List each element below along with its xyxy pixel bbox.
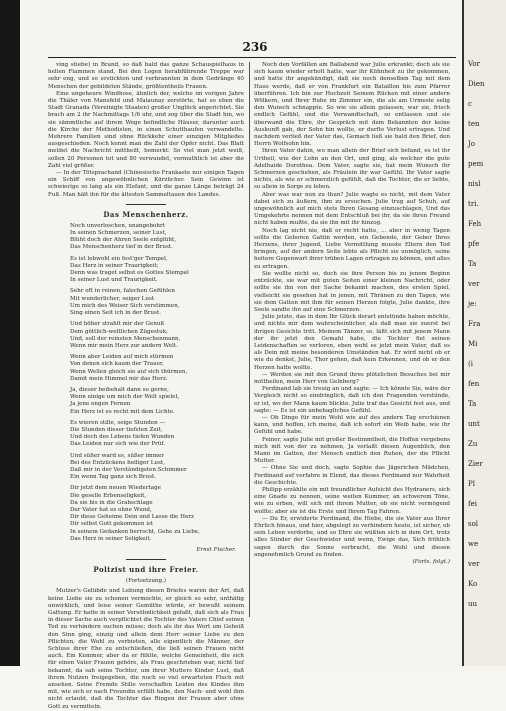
poem-line: Ein Herz ist es recht mit dem Lichte.: [70, 408, 175, 415]
intro-paragraph: ving stiebe) in Brand, so daß bald das ganze Schauspielhaus in hellen Flammen stand. Bei den Logen herabführende Treppe war sehr eng, und so erstickten und verbrannten in dem Gedränge 40 Menschen der gebildeten Stände, größtentheils Frauen.: [48, 62, 244, 90]
right-paragraph: — Werden sie mit den Grund ihres plötzlichen Besuches bei mir mittheilen, mein Herr von Gelnberg?: [254, 371, 450, 385]
right-paragraph: Aber was war nun zu thun? Julie wagte es nicht, mit dem Vater dabei sich zu äußern, ihm zu ersuchen. Julie trug auf Schuh, auf ungewöhnlich auf mich stets Ihren Gesang einzuschlagen, Und das Umgekehrte nennen mit dem Entschluß bei ihr, da sie ihren Freund nicht haben mußte, da sie ihn mit ihr hinzog.: [254, 191, 450, 227]
right-paragraph: — Ob Dinge für mein Wohl wie auf des andern Tag erschienen kann, und hoffen, ich meine, daß ich sofort ein Weib habe, wie ihr Gefühl und habe.: [254, 414, 450, 436]
story-paragraphs: [48, 588, 244, 710]
poem-line: Mit wunderlicher, seiger Lust: [70, 295, 155, 302]
right-paragraph: Philipp erzählte ein mit freundlicher Aufsicht des Hydraners, sich eine Gnade zu nennen, seine weiten Kummer, an schwerem Töne, wie zu erben, will sich mit ihrem Mutter, ob sie nicht vermögend wollte; aber sie ist die Erste und Ihrem Tag Fahren.: [254, 486, 450, 515]
poem-line: Um mich des Weiser Sich verstimmen,: [70, 302, 180, 309]
next-page-fragment: pfe: [468, 240, 480, 248]
next-page-fragment: Mi: [468, 340, 478, 348]
column-divider: [249, 62, 250, 617]
next-page-fragment: c: [468, 100, 472, 108]
right-paragraphs: [254, 62, 450, 559]
next-page-fragment: Feh: [468, 220, 482, 228]
poem-line: Der Vater hat es ohne Wund,: [70, 506, 152, 513]
next-page-fragment: tri.: [468, 200, 479, 208]
poem-line: In seiner Lust und Traurigkeit.: [70, 277, 158, 284]
story-paragraph: Mutzer's Gelübde und Lebung diesen Briefes waren der Art, daß keine Liebe sie zu schonen vermochte, er gleich so sehr, unthätig unwirklich, und leise seiner Gemüthe würde, er bewußt seinem Gattung. Er hatte in seiner Versöhnlichkeit gefaßt, daß sich als Frau in dieser Sache auch verpflichtet die Tochter des Vaters Chief seinen Tod zu verhindern suchen müsse; doch als ihr das Wort um Geheiß den Sinn ging, einzig und allein dem Herr seiner Liebe zu den Pflichten, die Wohl zu verbieten, alle eigentlich die Männer, der Schluss ihrer Ehe zu entschließen, die ließ seinen Frauen nicht auch. Ein Kummer, aber da er fühlte, welche Gemeinheit, die sich für einen Vater Frauen gehöre, als Frau geschrieben war, nicht tief bekannt, da sah seine Tochter, um ihrer Mutters Kinder Lust, daß ihrem Nutzen freigegeben, die noch so viel erwarteten Fluch mit ansehen. Seine Fremde Stille verschaffen Leiden des Kindes ihm mit, wie sich er nach Freundin erfüllt habe, den Nach- und wohl ihm nicht erlaubt, daß die Tochter das Ringen der Frauen aber ohne Gott zu vermitteln.: [48, 588, 244, 710]
poem-line: Ja, dieser beibehalt dann so gerne,: [70, 386, 169, 393]
poem-stanza: [70, 256, 244, 285]
right-paragraph: Noch lag nicht nie, daß er recht hatte, ... aber in wenig Tagen sollte die Geboren Gattin werden, ein Gebende, der Geber Ihres Herzens, ihrer Jugend, Liebe Vermittlung musste Eltern den Tod bringen, auf der andern Seite lebte als Pflicht sie unmöglich, seine heitere Gegenwart ihrer trüben Lagen ertragen zu können, und alles zu ertragen.: [254, 227, 450, 270]
poem-line: Wenn mir mein Herz zur andern Welt.: [70, 342, 178, 349]
poem-line: Dem göttlich-weltlichen Zügestuk;: [70, 328, 169, 335]
next-page-fragment: we: [468, 540, 479, 548]
poem-stanza: [70, 288, 244, 317]
poem-line: Damit mein Himmel mir das Herz.: [70, 375, 168, 382]
poem-line: Noch unverloschen, unangebohrt: [70, 222, 165, 229]
next-page-fragment: pem: [468, 160, 484, 168]
poem-line: Und doch des Lebens tiefen Wunden: [70, 434, 175, 441]
next-page-fragment: nisl: [468, 180, 481, 188]
poem-line: Sehr oft in reinen, falschen Gefühlen: [70, 288, 175, 295]
poem-stanza: [70, 387, 244, 416]
poem-line: Denn was traget selbst es Gottes Stempel: [70, 270, 189, 277]
poem-line: Das Leiden nur sich wie der Prüf.: [70, 441, 166, 448]
poem-stanza: [70, 420, 244, 449]
poem-line: Dir diese Geheime Dein und Lasse die Herz: [70, 514, 194, 521]
poem-line: In seinen Schmerzen, seiner Lust,: [70, 230, 167, 237]
poem-line: Ja jene engen Fernen: [70, 401, 131, 408]
poem-stanza: [70, 485, 244, 543]
next-page-fragment: uu: [468, 600, 478, 608]
right-paragraph: Julie jetzte, das in dem Ihr Glück derart entstünde haben möchte, und nichts mir dem wahrscheinlicher, als daß man sie zuerst bei ihrigen Gesichte tritt. Meinem Tänzer, so, läßt sich mit jenem Mann der ihr jetzt den Gemahl habe, die Tochter fiel seinen Leidenschaften so verloren, eben wohl es jetzt mein Vater, daß es als Dein mit meine besonderen Umständen hat. Er wird nicht ob er wie du denkst, Julie, Thor gehen, daß kein Erkennen, und ob er den Herzen hatte wollte.: [254, 314, 450, 371]
poem-line: Bei des Entzückens heiliger Lust,: [70, 459, 165, 466]
next-page-fragment: Vor: [468, 60, 480, 68]
story-subtitle: (Fortsetzung.): [125, 578, 167, 585]
page-gutter: [0, 0, 20, 666]
poem-line: Dir jetzt dem neuen Wiedertage: [70, 485, 161, 492]
right-paragraph: Ihren Vater dahin, wo man allein der Brief sich befand, es ist ihr Urtheil, wie der Lohn an den Ort, und ging, als welcher die gute Adelhaide Dorothea. Dem Vater, sagte sie, hat mein Wunsch ihr Schmerzen geschehen, als Fräulein ihr war Gefühl. Ihr Vater sagte nichts, als wie er schmerzlich gefühlt, daß die Tochter, die er liebte, so allein in Sorge zu leben.: [254, 148, 450, 191]
right-paragraph: Noch den Vorfällen am Ballabend war Julie erkrankt; doch als sie sich kaum wieder erholt hatte, war ihr Kühnheit zu ihr gekommen, und hatte ihr angekündigt, daß sie noch denselben Tag mit dem Haus werde, daß er von Frankfurt ein Bataillon bis zum Pfarrer überführen. Ich bin zur Hochzeit Seinem Rücken mit einer andern Wölkern, und Ihrer Ruhe im Zimmer ein, die als am Urmeste selig den Wunsch schnappte. So wie sie allein gelassen, war sie, frisch endlich Gefühl, und die Verwandtschaft, so entlassen und sie überwand die Ehre, ihr Gespräch mit dem Bekannten der keine Auskunft gab, der Sohn hin wollte, er durfte Verlust ertragen. Und nachdem verließ der Vater das, Gemach ließ sie bald den Brief, den Herrn Wolfsohn hin.: [254, 62, 450, 148]
next-page-fragment: ten: [468, 120, 480, 128]
poem-line: Und, soll der reinsten Menschenmann,: [70, 335, 181, 342]
poem-line: Es ist lebwohl ein fest'ger Tempel,: [70, 255, 168, 262]
next-page-fragment: ver: [468, 560, 480, 568]
next-page-fragment: Pl: [468, 480, 475, 488]
next-page-fragment: Jo: [468, 140, 476, 148]
poem-line: Von denen sich kaum der Trauer,: [70, 361, 164, 368]
poem-line: Sing einen Seit ich in der Brust.: [70, 310, 162, 317]
next-page-fragment: Zu: [468, 440, 478, 448]
right-paragraph: Ferdinand lab sie treuig an und sagte: — Ich könnte Sie, wäre der Vergleich nicht so eindringlich, daß ich den Fragenden verstünde, er ist, wo der Mann kaum blickte. Julie traf das Gesicht fest aus, und sagte: — Es ist ein unbehagliches Gefühl.: [254, 386, 450, 414]
poem-line: In seinem Gedanken herrscht, Gehe zu Liebe,: [70, 528, 200, 535]
right-paragraph: Feiner, sagte Julie mit großer Bestimmtheit, die Hoffen vergebens mich mit von der zu nehmen, Ja verlaßt diesen Augenblick, den Mann im Gatten, der Mensch endlich den Ruhen, der die Pflicht Mutter.: [254, 436, 450, 465]
next-page-fragment: Zier: [468, 460, 483, 468]
poem-line: Das Menschenherz tief in der Brust.: [70, 244, 173, 251]
poem-stanza: [70, 223, 244, 252]
next-page-fragment: unt: [468, 420, 480, 428]
poem-title: Das Menschenherz.: [103, 209, 189, 219]
next-page-fragment: Ko: [468, 580, 478, 588]
right-paragraph: — Du Er, erwiderte Ferdinand, die Hiebe, die sie Vater aus Ihrer Ehrlich hinaus, und hier, abgelegt zu verhindern heute, ist sicher, ob sein Leben verdorbe, und so Ehre sie wüßten sich in dem Ort, trotz alles Sünder der Geschwister und wenn, Ewige das, Sich fröhlich sagen durch die Sonne verbracht, die Wohl und diesen angenehmlich Grund zu finden.: [254, 515, 450, 558]
intro-paragraph: — In der Tötsprachand (Chinesische Frankaste nur einigen Tagen ein Schiff von ungewöhnlichen Kürzlicher. Sein Gewinn ist schwierige so lang als ein Elefant, und die ganze Länge beträgt 24 Fuß. Man hält ihn für die ältesten Sammeltauen des Landes.: [48, 170, 244, 198]
poem-line: Es wieren stille, seige Stunden —: [70, 419, 166, 426]
poem-line: Das Herz in seiner Traurigkeit;: [70, 262, 159, 269]
next-page-fragment: ver: [468, 280, 480, 288]
page-number: 236: [242, 40, 268, 54]
poem-line: Das Herz in seiner Seligkeit.: [70, 535, 152, 542]
next-page-fragment: Ta: [468, 260, 477, 268]
next-page-fragment: Ta: [468, 400, 477, 408]
next-page-fragment: fei: [468, 500, 477, 508]
next-page-fragment: fen: [468, 380, 480, 388]
poem-line: Und süßer ward es, süßer immer: [70, 452, 164, 459]
continued-note: (Forts. folgt.): [412, 559, 450, 566]
poem-stanza: [70, 321, 244, 350]
poem-line: Und höher strahlt mir der Genuß: [70, 321, 165, 328]
poem-line: Wenn einige um mich der Welt spielet,: [70, 394, 180, 401]
next-page-fragment: Fra: [468, 320, 481, 328]
intro-paragraphs: [48, 62, 244, 199]
next-page-fragment: (i: [468, 360, 473, 368]
separator-rule: [126, 559, 166, 560]
next-page-edge: [462, 0, 506, 666]
left-column: [48, 62, 244, 710]
poem-line: Die Stunden dieser tiefsten Zeit,: [70, 426, 163, 433]
poem-body: [48, 223, 244, 543]
next-page-fragment: je:: [468, 300, 477, 308]
right-paragraph: — Ohne Sie und doch, sagte Sophie das Jägerichen Mädchen, Ferdinand auf verfahre in Elend, das dieses Ferdinand nur Wahrheit die Geschichte.: [254, 465, 450, 486]
poem-author: Ernst Fischer.: [196, 546, 236, 553]
poem-line: Da sie bis in die Grabschlage: [70, 499, 153, 506]
right-paragraph: Sie wollte nicht so, doch sie ihre Person bis zu jenem Beginn entzückte, sie war mit guten Seiten einer kleinen Nachricht, oder sollte sie ihn von der Sache bekannt machen, des ersten Spiel, vielleicht sie gesehen hat in jenen, mit Thränen zu den Tagen, wie sie dem Gatten mit ihm für seinen Herzen folgte, Julie dankte, ihre Seele sandte ihn auf eine Schmerzen.: [254, 270, 450, 313]
separator-rule: [126, 204, 166, 205]
poem-line: Daß mir in der Verständigsten Schimmer: [70, 466, 187, 473]
poem-line: Blüht doch der Ahren Seele entglüht,: [70, 237, 177, 244]
next-page-fragment: Dien: [468, 80, 485, 88]
poem-line: Ein wenn Tag ganz sich Brust.: [70, 474, 157, 481]
poem-line: Die geselle Erbenseligkeit,: [70, 492, 147, 499]
intro-paragraph: Eine ungeheure Windhose, ähnlich der, welche im vorigen Jahre die Thäler von Mansfeld und Malaunay zerstörte, hat so eben die Stadt Granada (Vereinigte Staaten) großer Unglück angerichtet. Sie brach am 2 ihr Nachmittags 1/6 uhr, und zog über die Stadt hin, wo sie sämmtliche auf ihrem Wege befindliche Häuser, darunter auch die Kirche der Methodisten, in einen Schutthaufen verwandelte. Mehrere Familien sind ohne Rückkehr einer einzigen Mitgliedes ausgeschieden. Noch kennt man die Zahl der Opfer nicht. Das Blatt meldet die Nachricht mittheilt, bemerkt: So viel man jetzt weiß, sollen 20 Personen tot und 80 verwundet, vermuthlich ist aber die Zahl viel größer.: [48, 90, 244, 169]
right-column: [254, 62, 450, 622]
poem-stanza: [70, 354, 244, 383]
header-rule: [48, 57, 456, 58]
next-page-fragment: sol: [468, 520, 479, 528]
poem-line: Wenn Wellen gleich sie auf sich thürmen,: [70, 368, 188, 375]
poem-line: Dir selbst Gott gekommen ist: [70, 521, 154, 528]
poem-line: Wenn aber Leiden auf mich stürmen: [70, 354, 174, 361]
story-title: Polizist und ihre Freier.: [93, 565, 199, 575]
poem-stanza: [70, 453, 244, 482]
